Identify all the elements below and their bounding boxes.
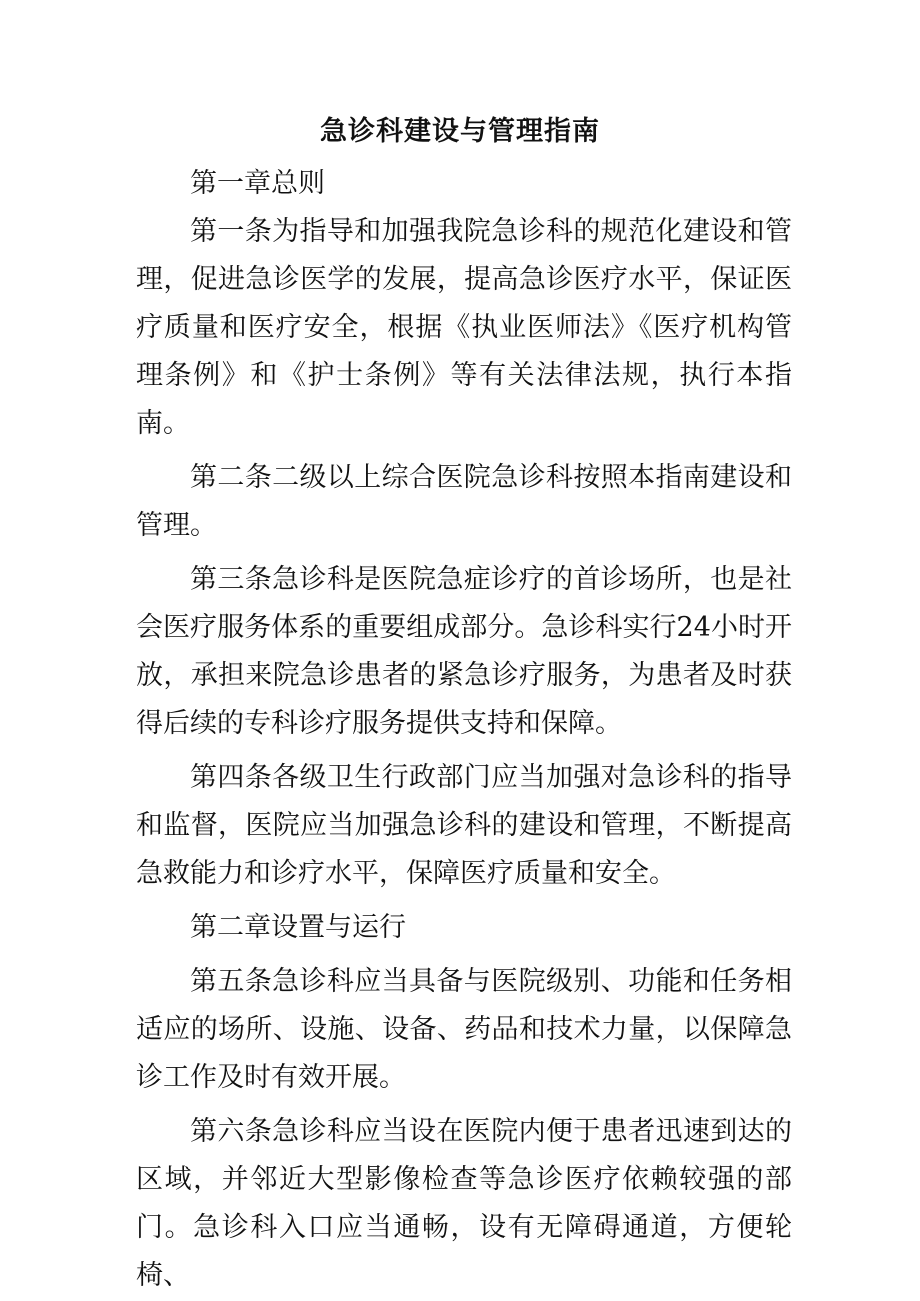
article-paragraph: 第二条二级以上综合医院急诊科按照本指南建设和管理。 <box>136 462 792 541</box>
document-title: 急诊科建设与管理指南 <box>320 116 600 147</box>
article-paragraph: 第四条各级卫生行政部门应当加强对急诊科的指导和监督，医院应当加强急诊科的建设和管理，不断提高急救能力和诊疗水平，保障医疗质量和安全。 <box>136 762 792 889</box>
chapter-heading: 第二章设置与运行 <box>190 912 406 943</box>
article-paragraph: 第一条为指导和加强我院急诊科的规范化建设和管理，促进急诊医学的发展，提高急诊医疗水平，保证医疗质量和医疗安全，根据《执业医师法》《医疗机构管理条例》和《护士条例》等有关法律法规，执行本指南。 <box>136 216 792 439</box>
article-paragraph: 第五条急诊科应当具备与医院级别、功能和任务相适应的场所、设施、设备、药品和技术力量，以保障急诊工作及时有效开展。 <box>136 966 792 1093</box>
article-paragraph: 第三条急诊科是医院急症诊疗的首诊场所，也是社会医疗服务体系的重要组成部分。急诊科实行24小时开放，承担来院急诊患者的紧急诊疗服务，为患者及时获得后续的专科诊疗服务提供支持和保障。 <box>136 564 792 739</box>
chapter-heading: 第一章总则 <box>190 168 325 199</box>
article-paragraph: 第六条急诊科应当设在医院内便于患者迅速到达的区域，并邻近大型影像检查等急诊医疗依赖较强的部门。急诊科入口应当通畅，设有无障碍通道，方便轮椅、 <box>136 1116 792 1291</box>
document-body <box>136 160 792 1300</box>
